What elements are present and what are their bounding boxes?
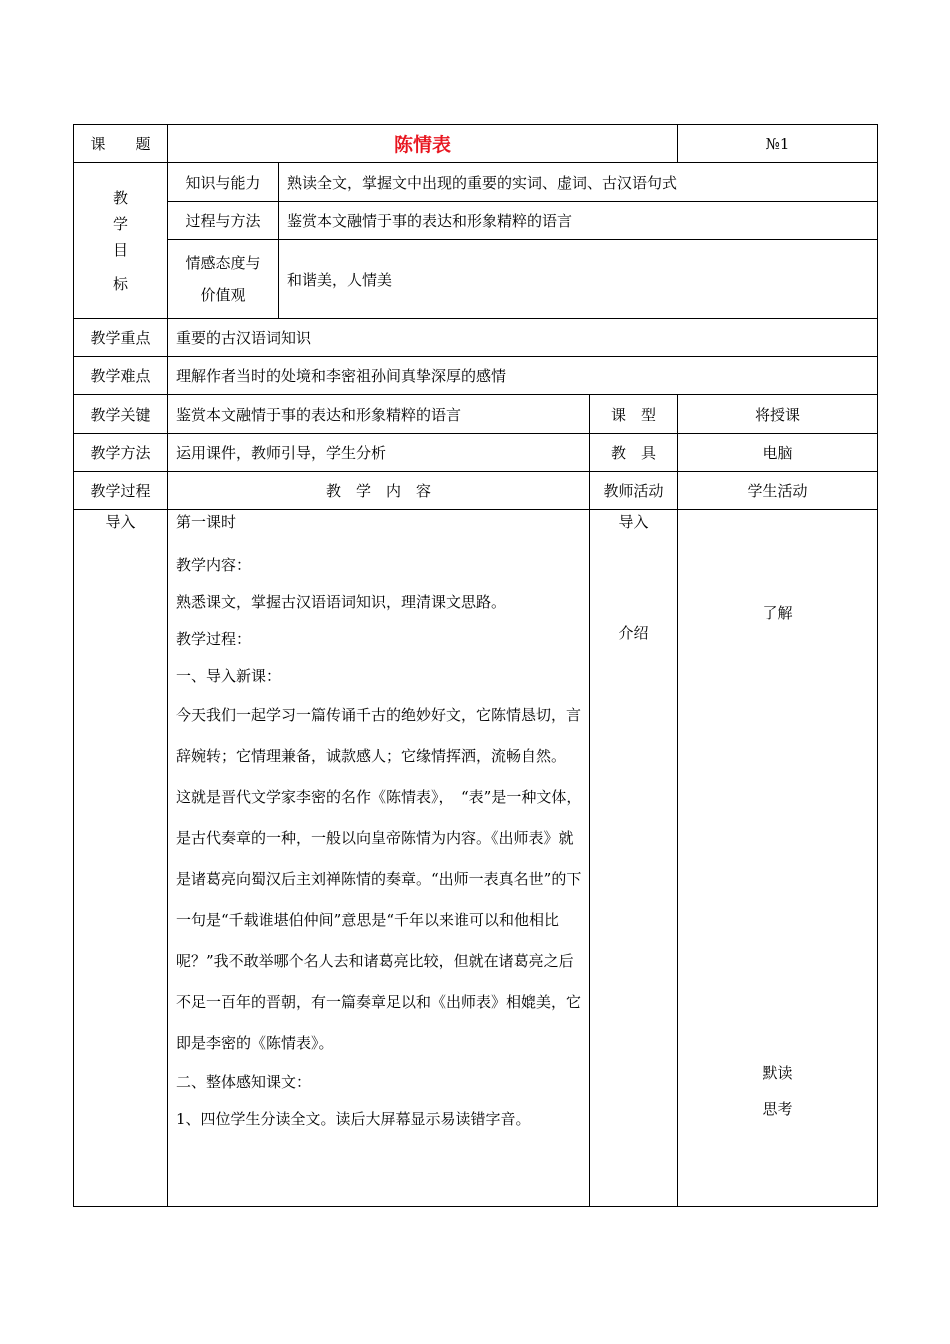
goal-label-char: 标	[112, 274, 128, 293]
course-label: 课 题	[74, 125, 168, 163]
goal-name: 过程与方法	[168, 202, 279, 240]
goal-value: 鉴赏本文融情于事的表达和形象精粹的语言	[279, 202, 878, 240]
teacher-activity: 介绍	[618, 624, 649, 642]
row-value: 运用课件，教师引导，学生分析	[168, 434, 590, 472]
goal-row-attitude	[74, 240, 878, 319]
goal-label-char: 学	[112, 214, 128, 233]
content-paragraph: 今天我们一起学习一篇传诵千古的绝妙好文，它陈情恳切，言辞婉转；它情理兼备，诚款感人；它缘情挥洒，流畅自然。	[176, 706, 582, 765]
row-label: 教学关键	[74, 395, 168, 434]
goal-row-knowledge	[74, 163, 878, 202]
goal-name-line: 价值观	[200, 286, 246, 304]
goal-value: 和谐美，人情美	[279, 240, 878, 319]
goal-label-char: 教	[112, 188, 128, 207]
content-line: 第一课时	[176, 513, 237, 531]
difficulty-row	[74, 357, 878, 395]
lesson-content	[168, 510, 590, 1207]
goal-name	[168, 240, 279, 319]
row-label: 教学过程	[74, 472, 168, 510]
content-line: 教学内容：	[176, 556, 252, 574]
content-line: 熟悉课文，掌握古汉语语词知识，理清课文思路。	[176, 593, 507, 611]
content-header: 教 学 内 容	[168, 472, 590, 510]
content-line: 教学过程：	[176, 630, 252, 648]
key-point-row	[74, 319, 878, 357]
lesson-type-value: 将授课	[678, 395, 878, 434]
row-value: 理解作者当时的处境和李密祖孙间真挚深厚的感情	[168, 357, 878, 395]
lesson-type-label: 课 型	[590, 395, 678, 434]
lesson-body-row	[74, 510, 878, 1207]
student-activity: 了解	[762, 604, 793, 622]
student-activity-cell	[678, 510, 878, 1207]
goal-name-line: 情感态度与	[185, 254, 261, 272]
row-value: 重要的古汉语词知识	[168, 319, 878, 357]
row-label: 教学重点	[74, 319, 168, 357]
goal-value: 熟读全文，掌握文中出现的重要的实词、虚词、古汉语句式	[279, 163, 878, 202]
teaching-tool-label: 教 具	[590, 434, 678, 472]
content-paragraph: 这就是晋代文学家李密的名作《陈情表》， “表”是一种文体，是古代奏章的一种，一般以向皇帝陈情为内容。《出师表》就是诸葛亮向蜀汉后主刘禅陈情的奏章。“出师一表真名世”的下一句是“千载谁堪伯仲间”意思是“千年以来谁可以和他相比呢？”我不敢举哪个名人去和诸葛亮比较，但就在诸葛亮之后不足一百年的晋朝，有一篇奏章足以和《出师表》相媲美，它即是李密的《陈情表》。	[176, 788, 582, 1052]
teacher-activity-header: 教师活动	[590, 472, 678, 510]
goal-label-char: 目	[112, 240, 128, 259]
content-line: 一、导入新课：	[176, 667, 282, 685]
lesson-number: №1	[678, 125, 878, 163]
key-row	[74, 395, 878, 434]
content-line: 二、整体感知课文：	[176, 1073, 312, 1091]
header-row	[74, 125, 878, 163]
teacher-activity: 导入	[618, 513, 649, 531]
section-label: 导入	[105, 513, 136, 531]
teacher-activity-cell	[590, 510, 678, 1207]
goal-name: 知识与能力	[168, 163, 279, 202]
lesson-plan-table	[73, 124, 878, 1207]
section-label-cell	[74, 510, 168, 1207]
student-activity: 思考	[762, 1100, 793, 1118]
teaching-goals-label	[74, 163, 168, 319]
content-line: 1、四位学生分读全文。读后大屏幕显示易读错字音。	[176, 1110, 531, 1128]
goal-row-process	[74, 202, 878, 240]
process-header-row	[74, 472, 878, 510]
student-activity: 默读	[762, 1064, 793, 1082]
row-label: 教学方法	[74, 434, 168, 472]
row-label: 教学难点	[74, 357, 168, 395]
lesson-title: 陈情表	[168, 125, 678, 163]
student-activity-header: 学生活动	[678, 472, 878, 510]
row-value: 鉴赏本文融情于事的表达和形象精粹的语言	[168, 395, 590, 434]
method-row	[74, 434, 878, 472]
teaching-tool-value: 电脑	[678, 434, 878, 472]
